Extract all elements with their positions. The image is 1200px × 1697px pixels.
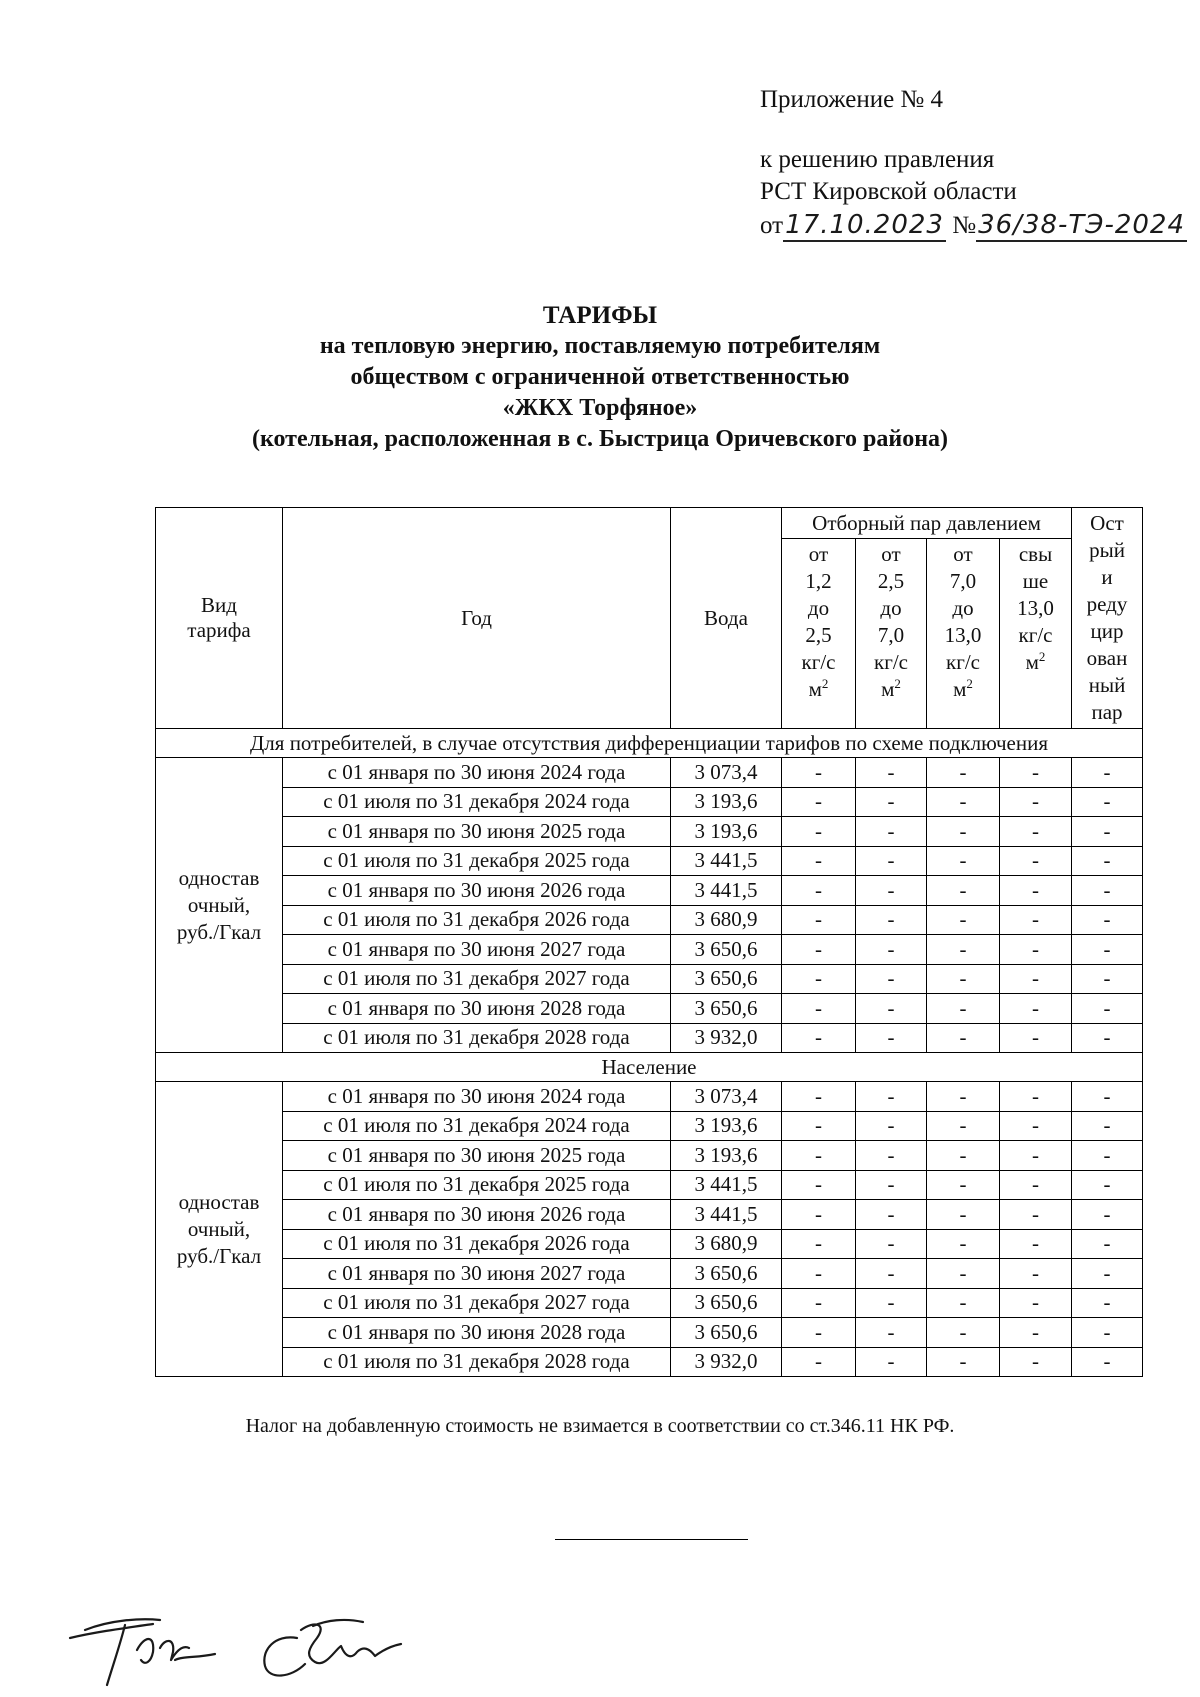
title-line-1: на тепловую энергию, поставляемую потребителям	[319, 333, 881, 359]
table-row	[156, 846, 1143, 876]
empty-value-cell: -	[782, 905, 856, 935]
water-tariff-cell: 3 650,6	[671, 994, 782, 1024]
table-row	[156, 905, 1143, 935]
empty-value-cell: -	[927, 876, 1000, 906]
empty-value-cell: -	[1072, 846, 1143, 876]
empty-value-cell: -	[1000, 1229, 1072, 1259]
water-tariff-cell: 3 193,6	[671, 1141, 782, 1171]
annex-number-prefix: №	[952, 212, 977, 239]
header-steam-1-2-to-2-5: от 1,2 до 2,5 кг/с $м^2$	[782, 539, 856, 729]
empty-value-cell: -	[1000, 876, 1072, 906]
empty-value-cell: -	[856, 1259, 927, 1289]
tariff-kind-cell: одностав очный, руб./Гкал	[156, 758, 283, 1053]
empty-value-cell: -	[856, 1200, 927, 1230]
table-row	[156, 758, 1143, 788]
empty-value-cell: -	[856, 994, 927, 1024]
empty-value-cell: -	[927, 964, 1000, 994]
empty-value-cell: -	[1072, 1259, 1143, 1289]
empty-value-cell: -	[856, 1318, 927, 1348]
period-cell: с 01 июля по 31 декабря 2024 года	[283, 1111, 671, 1141]
empty-value-cell: -	[927, 1200, 1000, 1230]
period-cell: с 01 января по 30 июня 2027 года	[283, 1259, 671, 1289]
table-row	[156, 1318, 1143, 1348]
empty-value-cell: -	[1000, 994, 1072, 1024]
empty-value-cell: -	[856, 876, 927, 906]
section-title: Для потребителей, в случае отсутствия дифференциации тарифов по схеме подключения	[156, 729, 1143, 758]
period-cell: с 01 июля по 31 декабря 2025 года	[283, 1170, 671, 1200]
empty-value-cell: -	[856, 787, 927, 817]
annex-date-line	[760, 210, 1187, 241]
tariff-kind-cell: одностав очный, руб./Гкал	[156, 1082, 283, 1377]
empty-value-cell: -	[782, 1170, 856, 1200]
table-row	[156, 876, 1143, 906]
empty-value-cell: -	[927, 1141, 1000, 1171]
empty-value-cell: -	[927, 1111, 1000, 1141]
empty-value-cell: -	[856, 1082, 927, 1112]
period-cell: с 01 января по 30 июня 2028 года	[283, 1318, 671, 1348]
empty-value-cell: -	[1000, 787, 1072, 817]
header-steam-2-5-to-7-0: от 2,5 до 7,0 кг/с $м^2$	[856, 539, 927, 729]
empty-value-cell: -	[927, 905, 1000, 935]
header-steam-above-13-0: свы ше 13,0 кг/с $м^2$	[1000, 539, 1072, 729]
empty-value-cell: -	[782, 758, 856, 788]
water-tariff-cell: 3 441,5	[671, 1170, 782, 1200]
empty-value-cell: -	[856, 905, 927, 935]
empty-value-cell: -	[1000, 758, 1072, 788]
water-tariff-cell: 3 650,6	[671, 1288, 782, 1318]
annex-number: Приложение № 4	[760, 86, 944, 113]
empty-value-cell: -	[856, 1170, 927, 1200]
annex-date-prefix: от	[760, 212, 784, 239]
empty-value-cell: -	[927, 1082, 1000, 1112]
title-line-2: обществом с ограниченной ответственностью	[350, 364, 850, 390]
empty-value-cell: -	[1072, 1170, 1143, 1200]
empty-value-cell: -	[782, 1229, 856, 1259]
water-tariff-cell: 3 650,6	[671, 935, 782, 965]
empty-value-cell: -	[856, 846, 927, 876]
header-steam-7-0-to-13-0: от 7,0 до 13,0 кг/с $м^2$	[927, 539, 1000, 729]
empty-value-cell: -	[1000, 1111, 1072, 1141]
period-cell: с 01 июля по 31 декабря 2028 года	[283, 1347, 671, 1377]
empty-value-cell: -	[1072, 1347, 1143, 1377]
empty-value-cell: -	[856, 1288, 927, 1318]
empty-value-cell: -	[856, 1111, 927, 1141]
empty-value-cell: -	[782, 787, 856, 817]
empty-value-cell: -	[1072, 1288, 1143, 1318]
header-year: Год	[283, 508, 671, 729]
empty-value-cell: -	[782, 1023, 856, 1053]
header-sharp-steam: Ост рый и реду цир ован ный пар	[1072, 508, 1143, 729]
table-row	[156, 817, 1143, 847]
period-cell: с 01 января по 30 июня 2026 года	[283, 1200, 671, 1230]
empty-value-cell: -	[1000, 1082, 1072, 1112]
empty-value-cell: -	[1000, 1200, 1072, 1230]
empty-value-cell: -	[1000, 846, 1072, 876]
table-row	[156, 1111, 1143, 1141]
annex-date-handwritten: 17.10.2023	[785, 210, 944, 240]
empty-value-cell: -	[1000, 1288, 1072, 1318]
annex-number-handwritten: 36/38-ТЭ-2024	[978, 210, 1185, 240]
empty-value-cell: -	[1072, 817, 1143, 847]
water-tariff-cell: 3 441,5	[671, 876, 782, 906]
section-title: Население	[156, 1053, 1143, 1082]
empty-value-cell: -	[1000, 935, 1072, 965]
document-title	[0, 300, 1200, 455]
empty-value-cell: -	[856, 1229, 927, 1259]
empty-value-cell: -	[782, 817, 856, 847]
water-tariff-cell: 3 680,9	[671, 1229, 782, 1259]
period-cell: с 01 января по 30 июня 2024 года	[283, 758, 671, 788]
empty-value-cell: -	[856, 817, 927, 847]
table-row	[156, 787, 1143, 817]
table-row	[156, 1288, 1143, 1318]
empty-value-cell: -	[1072, 1229, 1143, 1259]
empty-value-cell: -	[1072, 1200, 1143, 1230]
water-tariff-cell: 3 932,0	[671, 1023, 782, 1053]
empty-value-cell: -	[1000, 1023, 1072, 1053]
empty-value-cell: -	[927, 1318, 1000, 1348]
empty-value-cell: -	[927, 817, 1000, 847]
empty-value-cell: -	[927, 787, 1000, 817]
empty-value-cell: -	[782, 1111, 856, 1141]
period-cell: с 01 июля по 31 декабря 2026 года	[283, 1229, 671, 1259]
period-cell: с 01 января по 30 июня 2027 года	[283, 935, 671, 965]
empty-value-cell: -	[927, 758, 1000, 788]
empty-value-cell: -	[782, 1141, 856, 1171]
table-row	[156, 994, 1143, 1024]
empty-value-cell: -	[782, 964, 856, 994]
table-row	[156, 935, 1143, 965]
empty-value-cell: -	[1000, 1259, 1072, 1289]
empty-value-cell: -	[782, 876, 856, 906]
period-cell: с 01 июля по 31 декабря 2027 года	[283, 964, 671, 994]
period-cell: с 01 июля по 31 декабря 2027 года	[283, 1288, 671, 1318]
empty-value-cell: -	[927, 1288, 1000, 1318]
empty-value-cell: -	[1072, 1023, 1143, 1053]
table-row	[156, 1141, 1143, 1171]
table-row	[156, 1023, 1143, 1053]
empty-value-cell: -	[856, 1347, 927, 1377]
header-selected-steam: Отборный пар давлением	[782, 508, 1072, 539]
empty-value-cell: -	[1000, 905, 1072, 935]
title-line-3: «ЖКХ Торфяное»	[502, 395, 698, 421]
empty-value-cell: -	[782, 1288, 856, 1318]
empty-value-cell: -	[927, 935, 1000, 965]
empty-value-cell: -	[1072, 1111, 1143, 1141]
water-tariff-cell: 3 650,6	[671, 964, 782, 994]
annex-authority-line: РСТ Кировской области	[760, 178, 1017, 205]
empty-value-cell: -	[1072, 964, 1143, 994]
empty-value-cell: -	[927, 994, 1000, 1024]
period-cell: с 01 июля по 31 декабря 2026 года	[283, 905, 671, 935]
empty-value-cell: -	[1072, 1318, 1143, 1348]
empty-value-cell: -	[782, 935, 856, 965]
empty-value-cell: -	[856, 758, 927, 788]
water-tariff-cell: 3 650,6	[671, 1318, 782, 1348]
empty-value-cell: -	[927, 1259, 1000, 1289]
empty-value-cell: -	[1072, 935, 1143, 965]
period-cell: с 01 июля по 31 декабря 2025 года	[283, 846, 671, 876]
period-cell: с 01 июля по 31 декабря 2024 года	[283, 787, 671, 817]
table-row	[156, 1347, 1143, 1377]
water-tariff-cell: 3 073,4	[671, 1082, 782, 1112]
table-row	[156, 964, 1143, 994]
empty-value-cell: -	[927, 1170, 1000, 1200]
empty-value-cell: -	[856, 964, 927, 994]
empty-value-cell: -	[782, 1318, 856, 1348]
water-tariff-cell: 3 441,5	[671, 846, 782, 876]
period-cell: с 01 января по 30 июня 2024 года	[283, 1082, 671, 1112]
empty-value-cell: -	[1000, 817, 1072, 847]
empty-value-cell: -	[782, 994, 856, 1024]
handwritten-signatures	[65, 1590, 485, 1690]
empty-value-cell: -	[1072, 787, 1143, 817]
annex-decision-line: к решению правления	[760, 146, 995, 173]
closing-rule	[555, 1539, 748, 1540]
empty-value-cell: -	[927, 846, 1000, 876]
water-tariff-cell: 3 073,4	[671, 758, 782, 788]
empty-value-cell: -	[782, 846, 856, 876]
title-main: ТАРИФЫ	[542, 302, 658, 329]
empty-value-cell: -	[856, 935, 927, 965]
header-tariff-kind: Вид тарифа	[156, 508, 283, 729]
period-cell: с 01 января по 30 июня 2025 года	[283, 1141, 671, 1171]
header-water: Вода	[671, 508, 782, 729]
empty-value-cell: -	[927, 1023, 1000, 1053]
water-tariff-cell: 3 932,0	[671, 1347, 782, 1377]
empty-value-cell: -	[1000, 1141, 1072, 1171]
vat-note: Налог на добавленную стоимость не взимается в соответствии со ст.346.11 НК РФ.	[245, 1415, 955, 1437]
empty-value-cell: -	[927, 1229, 1000, 1259]
empty-value-cell: -	[782, 1200, 856, 1230]
empty-value-cell: -	[782, 1082, 856, 1112]
empty-value-cell: -	[1072, 905, 1143, 935]
water-tariff-cell: 3 441,5	[671, 1200, 782, 1230]
empty-value-cell: -	[856, 1141, 927, 1171]
empty-value-cell: -	[1000, 1347, 1072, 1377]
table-row	[156, 1200, 1143, 1230]
title-line-4: (котельная, расположенная в с. Быстрица Оричевского района)	[251, 426, 949, 452]
tariff-table-body	[156, 729, 1143, 1377]
empty-value-cell: -	[1072, 758, 1143, 788]
table-row	[156, 1082, 1143, 1112]
tariff-table	[155, 507, 1143, 1377]
empty-value-cell: -	[1000, 1170, 1072, 1200]
period-cell: с 01 января по 30 июня 2028 года	[283, 994, 671, 1024]
period-cell: с 01 января по 30 июня 2026 года	[283, 876, 671, 906]
table-row	[156, 1259, 1143, 1289]
empty-value-cell: -	[1000, 1318, 1072, 1348]
water-tariff-cell: 3 193,6	[671, 787, 782, 817]
section-row	[156, 1053, 1143, 1082]
section-row	[156, 729, 1143, 758]
empty-value-cell: -	[927, 1347, 1000, 1377]
empty-value-cell: -	[782, 1259, 856, 1289]
empty-value-cell: -	[856, 1023, 927, 1053]
table-row	[156, 1229, 1143, 1259]
empty-value-cell: -	[1072, 994, 1143, 1024]
water-tariff-cell: 3 680,9	[671, 905, 782, 935]
empty-value-cell: -	[1072, 876, 1143, 906]
water-tariff-cell: 3 193,6	[671, 817, 782, 847]
empty-value-cell: -	[1072, 1082, 1143, 1112]
water-tariff-cell: 3 193,6	[671, 1111, 782, 1141]
empty-value-cell: -	[1072, 1141, 1143, 1171]
empty-value-cell: -	[782, 1347, 856, 1377]
empty-value-cell: -	[1000, 964, 1072, 994]
water-tariff-cell: 3 650,6	[671, 1259, 782, 1289]
period-cell: с 01 июля по 31 декабря 2028 года	[283, 1023, 671, 1053]
table-row	[156, 1170, 1143, 1200]
period-cell: с 01 января по 30 июня 2025 года	[283, 817, 671, 847]
